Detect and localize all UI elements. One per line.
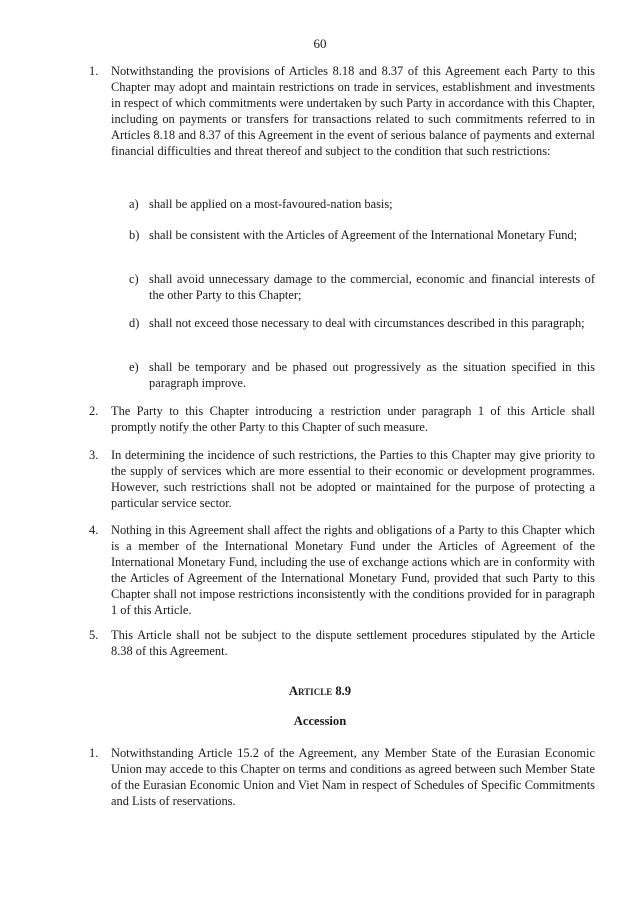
item-text: shall be temporary and be phased out progressively as the situation specified in this paragraph improve.	[149, 360, 595, 390]
paragraph-5	[89, 627, 595, 659]
paragraph-text: Nothing in this Agreement shall affect the rights and obligations of a Party to this Chapter which is a member of the International Monetary Fund under the Articles of Agreement of the International Monetary Fund, including the use of exchange actions which are in conformity with the Articles of Agreement of the International Monetary Fund, provided that such Party to this Chapter shall not impose restrictions inconsistently with the conditions provided for in paragraph 1 of this Article.	[111, 523, 595, 617]
paragraph-number: 4.	[89, 523, 99, 537]
item-text: shall be applied on a most-favoured-nation basis;	[149, 197, 393, 211]
list-item-e	[129, 359, 595, 391]
list-item-a	[129, 196, 595, 212]
paragraph-text: In determining the incidence of such restrictions, the Parties to this Chapter may give priority to the supply of services which are more essential to their economic or development programmes. However, such restrictions shall not be adopted or maintained for the purpose of protecting a particular service sector.	[111, 448, 595, 510]
paragraph-3	[89, 447, 595, 511]
list-item-b	[129, 227, 595, 243]
paragraph-text: Notwithstanding the provisions of Articles 8.18 and 8.37 of this Agreement each Party to this Chapter may adopt and maintain restrictions on trade in services, establishment and investments in respect of which commitments were undertaken by such Party in accordance with this Chapter, including on payments or transfers for transactions related to such commitments referred to in Articles 8.18 and 8.37 of this Agreement in the event of serious balance of payments and external financial difficulties and threat thereof and subject to the condition that such restrictions:	[111, 64, 595, 158]
item-label: b)	[129, 228, 140, 242]
item-label: d)	[129, 316, 140, 330]
article-title: Accession	[293, 714, 347, 728]
paragraph-number: 2.	[89, 404, 99, 418]
paragraph-4	[89, 522, 595, 618]
item-text: shall be consistent with the Articles of Agreement of the International Monetary Fund;	[149, 228, 578, 242]
paragraph-number: 1.	[89, 64, 99, 78]
paragraph-number: 3.	[89, 448, 99, 462]
paragraph-text: Notwithstanding Article 15.2 of the Agreement, any Member State of the Eurasian Economic Union may accede to this Chapter on terms and conditions as agreed between such Member State of the Eurasian Economic Union and Viet Nam in respect of Schedules of Specific Commitments and Lists of reservations.	[111, 746, 595, 808]
paragraph-1	[89, 63, 595, 159]
paragraph-text: The Party to this Chapter introducing a restriction under paragraph 1 of this Article shall promptly notify the other Party to this Chapter of such measure.	[111, 404, 595, 434]
paragraph-text: This Article shall not be subject to the dispute settlement procedures stipulated by the Article 8.38 of this Agreement.	[111, 628, 595, 658]
paragraph-2	[89, 403, 595, 435]
item-text: shall not exceed those necessary to deal with circumstances described in this paragraph;	[149, 316, 585, 330]
item-label: a)	[129, 197, 139, 211]
paragraph-number: 5.	[89, 628, 99, 642]
accession-paragraph-1	[89, 745, 595, 809]
list-item-d	[129, 315, 595, 331]
item-text: shall avoid unnecessary damage to the commercial, economic and financial interests of the other Party to this Chapter;	[149, 272, 595, 302]
item-label: e)	[129, 360, 139, 374]
item-label: c)	[129, 272, 139, 286]
list-item-c	[129, 271, 595, 303]
page-number: 60	[313, 36, 327, 51]
paragraph-number: 1.	[89, 746, 99, 760]
article-heading: Article 8.9	[288, 684, 352, 698]
